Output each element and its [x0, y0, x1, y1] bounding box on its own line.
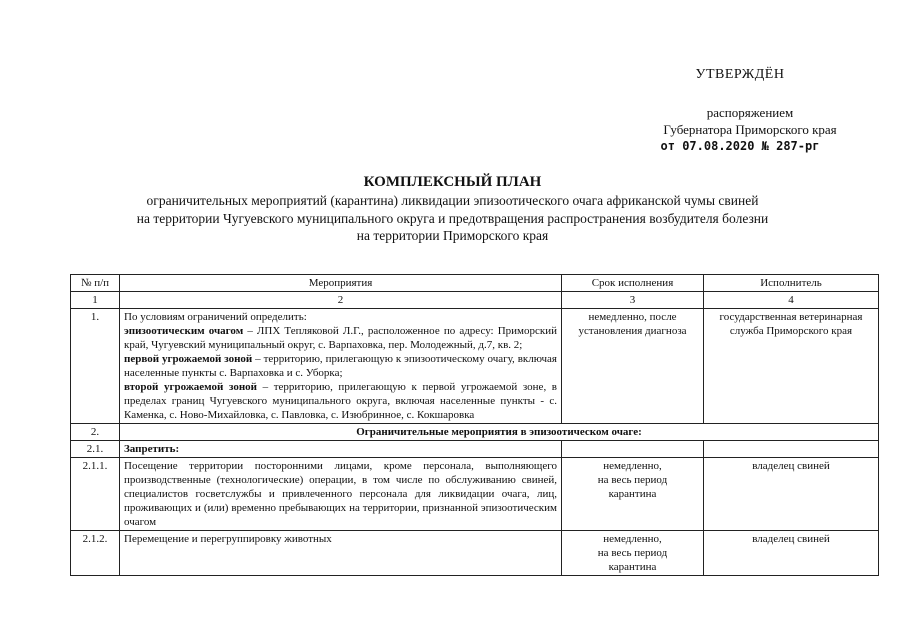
zone-term: второй угрожаемой зоной — [124, 381, 258, 393]
row-executor: владелец свиней — [704, 531, 879, 576]
column-number: 2 — [120, 292, 562, 309]
empty-cell — [704, 441, 879, 458]
header-executor: Исполнитель — [704, 275, 879, 292]
measures-table — [70, 274, 879, 576]
approval-date-number: от 07.08.2020 № 287-рг — [660, 139, 820, 153]
zone-term: эпизоотическим очагом — [124, 325, 244, 337]
plan-subtitle-line-1: ограничительных мероприятий (карантина) ликвидации эпизоотического очага африканской чумы свиней — [146, 193, 759, 208]
column-number: 4 — [704, 292, 879, 309]
approval-issuer: Губернатора Приморского края — [663, 122, 837, 137]
zone-text: – ЛПХ Тепляковой Л.Г., расположенное по адресу: Приморский край, Чугуевский муниципальный округ, с. Варпаховка, пер. Молодежный, д.7, кв. 2; — [124, 325, 558, 351]
subsection-title-text: Запретить: — [124, 443, 180, 455]
section-title-text: Ограничительные мероприятия в эпизоотическом очаге: — [356, 426, 642, 438]
subsection-title — [120, 441, 562, 458]
plan-title: КОМПЛЕКСНЫЙ ПЛАН — [363, 174, 542, 190]
row-measure: Перемещение и перегруппировку животных — [120, 531, 562, 576]
zone-definition — [124, 380, 557, 422]
deadline-line: немедленно, — [603, 533, 662, 545]
deadline-line: карантина — [608, 561, 657, 573]
deadline-line: карантина — [608, 488, 657, 500]
row-deadline: немедленно, после установления диагноза — [562, 309, 704, 424]
table-subsection-row — [71, 441, 879, 458]
zone-definition — [124, 324, 557, 352]
deadline-line: на весь период — [597, 547, 668, 559]
row-deadline — [562, 531, 704, 576]
plan-subtitle — [60, 192, 845, 245]
row-intro: По условиям ограничений определить: — [124, 311, 307, 323]
table-row — [71, 309, 879, 424]
header-number: № п/п — [71, 275, 120, 292]
row-number: 2. — [71, 424, 120, 441]
table-section-row — [71, 424, 879, 441]
row-measure: Посещение территории посторонними лицами, кроме персонала, выполняющего производственные (технологические) операции, в том числе по обслуживанию свиней, специалистов госветслужбы и привлеченного персонала для ликвидации очага, лиц, проживающих и (или) временно пребывающих на территории, признанной эпизоотическим очагом — [120, 458, 562, 531]
section-title — [120, 424, 879, 441]
zone-text: – территорию, прилегающую к эпизоотическому очагу, включая населенные пункты с. Варпаховка и с. Уборка; — [124, 353, 557, 379]
column-number: 3 — [562, 292, 704, 309]
plan-subtitle-line-2: на территории Чугуевского муниципального округа и предотвращения распространения возбудителя болезни — [136, 210, 769, 226]
deadline-line: немедленно, — [603, 460, 662, 472]
row-number: 1. — [71, 309, 120, 424]
row-number: 2.1.1. — [71, 458, 120, 531]
zone-text: – территорию, прилегающую к первой угрожаемой зоне, в пределах границ Чугуевского муниципального округа, включая населенные пункты - с. Каменка, с. Ново-Михайловка, с. Павловка, с. Изюбринное, с. Кокшаровка — [124, 381, 557, 421]
plan-subtitle-line-3: на территории Приморского края — [356, 228, 549, 243]
approval-by: распоряжением — [706, 105, 794, 120]
header-measures: Мероприятия — [120, 275, 562, 292]
row-number: 2.1.2. — [71, 531, 120, 576]
row-executor: владелец свиней — [704, 458, 879, 531]
table-column-numbers-row — [71, 292, 879, 309]
zone-term: первой угрожаемой зоной — [124, 353, 253, 365]
approval-title: УТВЕРЖДЁН — [695, 67, 785, 82]
row-number: 2.1. — [71, 441, 120, 458]
empty-cell — [562, 441, 704, 458]
column-number: 1 — [71, 292, 120, 309]
table-row — [71, 458, 879, 531]
row-deadline — [562, 458, 704, 531]
deadline-line: на весь период — [597, 474, 668, 486]
header-deadline: Срок исполнения — [562, 275, 704, 292]
table-header-row — [71, 275, 879, 292]
zone-definition — [124, 352, 557, 380]
row-executor: государственная ветеринарная служба Приморского края — [704, 309, 879, 424]
table-row — [71, 531, 879, 576]
row-measure — [120, 309, 562, 424]
